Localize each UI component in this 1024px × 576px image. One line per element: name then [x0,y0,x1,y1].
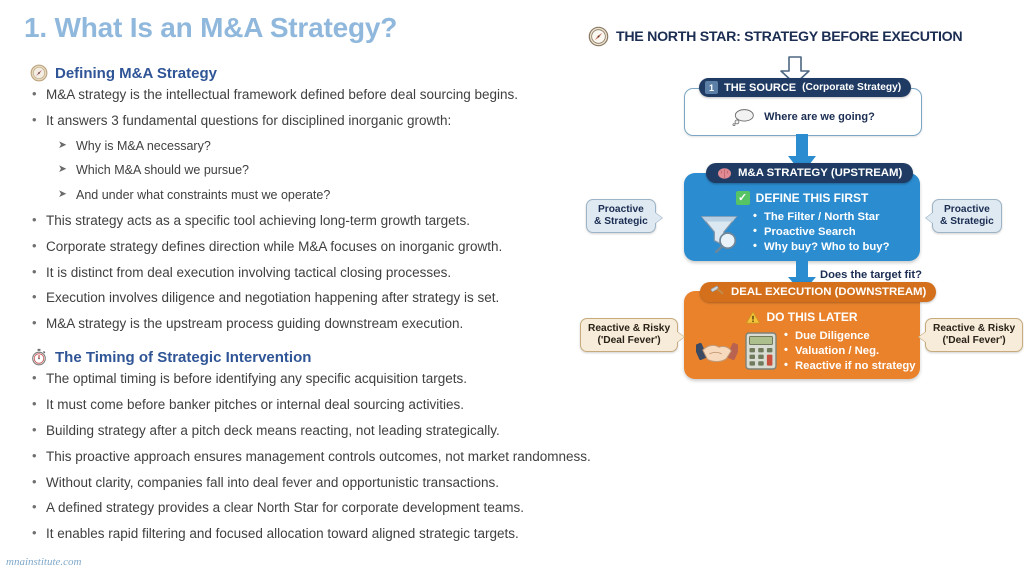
strategy-label: M&A STRATEGY (UPSTREAM) [738,167,903,179]
list-item: • Valuation / Neg. [784,344,916,359]
compass-icon [30,64,48,82]
strategy-body [698,210,912,255]
callout-reactive-left [580,318,678,352]
section-heading-label: Defining M&A Strategy [55,64,217,82]
callout-proactive-left [586,199,656,233]
callout-line: & Strategic [594,216,648,228]
list-item: • The Filter / North Star [753,210,890,225]
list-item: • This strategy acts as a specific tool achieving long-term growth targets. [24,214,714,229]
list-item: ➤ Why is M&A necessary? [24,140,714,154]
list-item: ➤ And under what constraints must we operate? [24,189,714,203]
callout-line: ('Deal Fever') [597,335,661,347]
strategy-status-row [684,191,920,205]
list-item: • Execution involves diligence and negotiation happening after strategy is set. [24,291,714,306]
callout-reactive-right [925,318,1023,352]
list-item: • Proactive Search [753,225,890,240]
list-item: ➤ Which M&A should we pursue? [24,164,714,178]
thought-bubble-icon [731,108,756,126]
strategy-item-list [753,210,890,255]
list-item: • M&A strategy is the intellectual framework defined before deal sourcing begins. [24,88,714,103]
list-item: • Building strategy after a pitch deck means reacting, not leading strategically. [24,424,714,439]
execution-label: DEAL EXECUTION (DOWNSTREAM) [731,286,927,298]
list-item: • It must come before banker pitches or internal deal sourcing activities. [24,398,714,413]
stopwatch-icon [30,348,48,366]
callout-line: ('Deal Fever') [942,335,1006,347]
list-item: • Corporate strategy defines direction while M&A focuses on inorganic growth. [24,240,714,255]
calculator-icon [745,332,777,370]
execution-header-pill [700,282,936,302]
bullet-list-timing [24,372,714,542]
strategy-card[interactable] [684,167,920,261]
connector-label: Does the target fit? [820,269,922,281]
callout-tail [654,212,662,224]
source-label: THE SOURCE [724,81,797,94]
warning-icon [746,311,760,324]
strategy-status: DEFINE THIS FIRST [755,191,869,205]
callout-tail [926,212,934,224]
source-question: Where are we going? [764,111,875,123]
list-item: • It enables rapid filtering and focused allocation toward aligned strategic targets. [24,527,714,542]
funnel-magnifier-icon [698,211,744,253]
source-sublabel: (Corporate Strategy) [802,82,902,93]
list-item: • Reactive if no strategy [784,359,916,374]
execution-item-list [784,329,916,374]
callout-proactive-right [932,199,1002,233]
list-item: • Due Diligence [784,329,916,344]
callout-line: Proactive [943,204,990,215]
list-item: • Why buy? Who to buy? [753,240,890,255]
north-star-diagram [580,16,1024,386]
step-number-badge: 1 [705,81,718,94]
brain-icon [717,167,732,180]
callout-line: & Strategic [940,216,994,228]
strategy-header-pill [706,163,913,183]
execution-status-row [684,310,920,324]
callout-tail [919,331,927,343]
execution-status: DO THIS LATER [766,310,858,324]
hammer-icon [710,285,725,299]
list-item: • The optimal timing is before identifying any specific acquisition targets. [24,372,714,387]
diagram-title-label: THE NORTH STAR: STRATEGY BEFORE EXECUTION [616,28,963,45]
list-item: • M&A strategy is the upstream process guiding downstream execution. [24,317,714,332]
list-item: • Without clarity, companies fall into deal fever and opportunistic transactions. [24,476,714,491]
page-title: 1. What Is an M&A Strategy? [24,12,398,43]
execution-card[interactable] [684,286,927,379]
source-question-row [685,108,921,126]
check-icon: ✓ [736,191,750,205]
callout-line: Reactive & Risky [933,323,1016,334]
footer-url: mnainstitute.com [6,556,82,568]
list-item: • This proactive approach ensures management controls outcomes, not market randomness. [24,450,714,465]
section-heading-label: The Timing of Strategic Intervention [55,348,312,366]
handshake-icon [696,334,738,368]
execution-body [696,329,914,374]
list-item: • A defined strategy provides a clear North Star for corporate development teams. [24,501,714,516]
callout-line: Reactive & Risky [588,323,671,334]
diagram-title [588,26,962,47]
callout-tail [676,331,684,343]
callout-line: Proactive [597,204,644,215]
list-item: • It answers 3 fundamental questions for disciplined inorganic growth: [24,114,714,129]
source-card[interactable] [684,81,922,136]
list-item: • It is distinct from deal execution involving tactical closing processes. [24,266,714,281]
compass-icon [588,26,609,47]
source-header-pill [699,78,911,97]
